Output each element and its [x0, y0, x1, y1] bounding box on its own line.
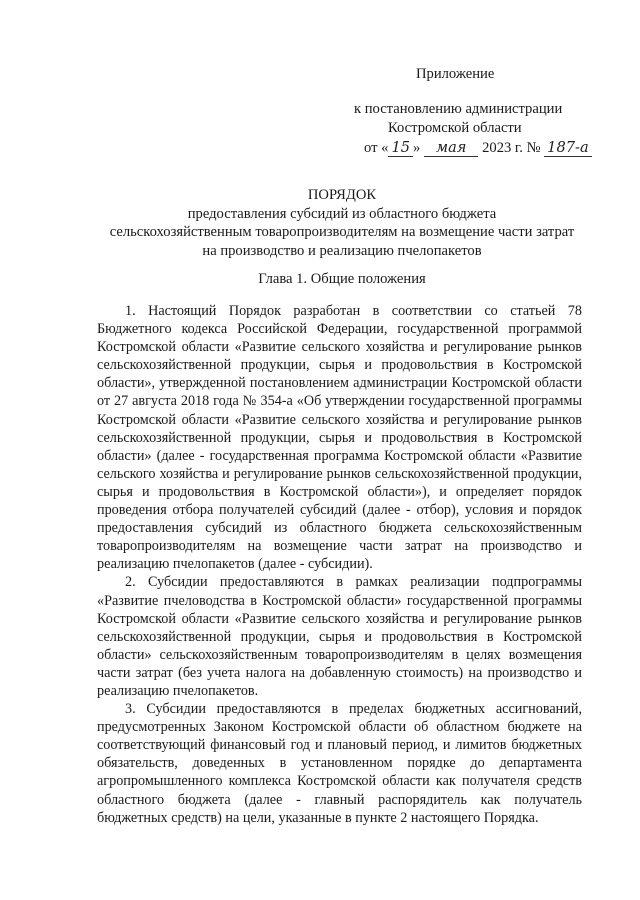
- document-title: ПОРЯДОК: [307, 187, 377, 203]
- appendix-line-resolution: к постановлению администрации: [354, 101, 563, 117]
- appendix-date-line: [364, 138, 592, 158]
- date-year: 2023 г. №: [482, 140, 541, 156]
- paragraph-2: 2. Субсидии предоставляются в рамках реализации подпрограммы «Развитие пчеловодства в Костромской области» государственной программы Костромской области «Развитие сельского хозяйства и регулирование рынков сельскохозяйственной продукции, сырья и продовольствия в Костромской области» сельскохозяйственным товаропроизводителям в целях возмещения части затрат (без учета налога на добавленную стоимость) на производство и реализацию пчелопакетов.: [97, 574, 582, 699]
- date-number: 187-а: [544, 139, 592, 157]
- chapter-heading: Глава 1. Общие положения: [258, 271, 426, 287]
- document-subtitle-2: сельскохозяйственным товаропроизводителям на возмещение части затрат: [109, 224, 575, 240]
- date-month: мая: [424, 139, 478, 157]
- document-subtitle-1: предоставления субсидий из областного бюджета: [187, 205, 497, 222]
- date-mid: »: [413, 140, 421, 156]
- appendix-line-region: Костромской области: [388, 120, 522, 136]
- document-subtitle-3: на производство и реализацию пчелопакетов: [202, 242, 482, 259]
- paragraph-1: 1. Настоящий Порядок разработан в соответствии со статьей 78 Бюджетного кодекса Российской Федерации, государственной программой Костромской области «Развитие сельского хозяйства и регулирование рынков сельскохозяйственной продукции, сырья и продовольствия в Костромской области», утвержденной постановлением администрации Костромской области от 27 августа 2018 года № 354-а «Об утверждении государственной программы Костромской области «Развитие сельского хозяйства и регулирование рынков сельскохозяйственной продукции, сырья и продовольствия в Костромской области» (далее - государственная программа Костромской области «Развитие сельского хозяйства и регулирование рынков сельскохозяйственной продукции, сырья и продовольствия в Костромской области»), и определяет порядок проведения отбора получателей субсидий (далее - отбор), условия и порядок предоставления субсидий из областного бюджета сельскохозяйственным товаропроизводителям на возмещение части затрат на производство и реализацию пчелопакетов (далее - субсидии).: [97, 303, 582, 573]
- document-title-block: [92, 186, 592, 260]
- appendix-title: Приложение: [416, 66, 495, 82]
- date-prefix: от «: [364, 140, 389, 156]
- paragraph-3: 3. Субсидии предоставляются в пределах бюджетных ассигнований, предусмотренных Законом Костромской области об областном бюджете на соответствующий финансовый год и плановый период, и лимитов бюджетных обязательств, доведенных в установленном порядке до департамента агропромышленного комплекса Костромской области как получателя средств областного бюджета (далее - главный распорядитель как получатель бюджетных средств) на цели, указанные в пункте 2 настоящего Порядка.: [97, 701, 582, 826]
- date-day: 15: [388, 139, 413, 157]
- document-body: [97, 302, 582, 827]
